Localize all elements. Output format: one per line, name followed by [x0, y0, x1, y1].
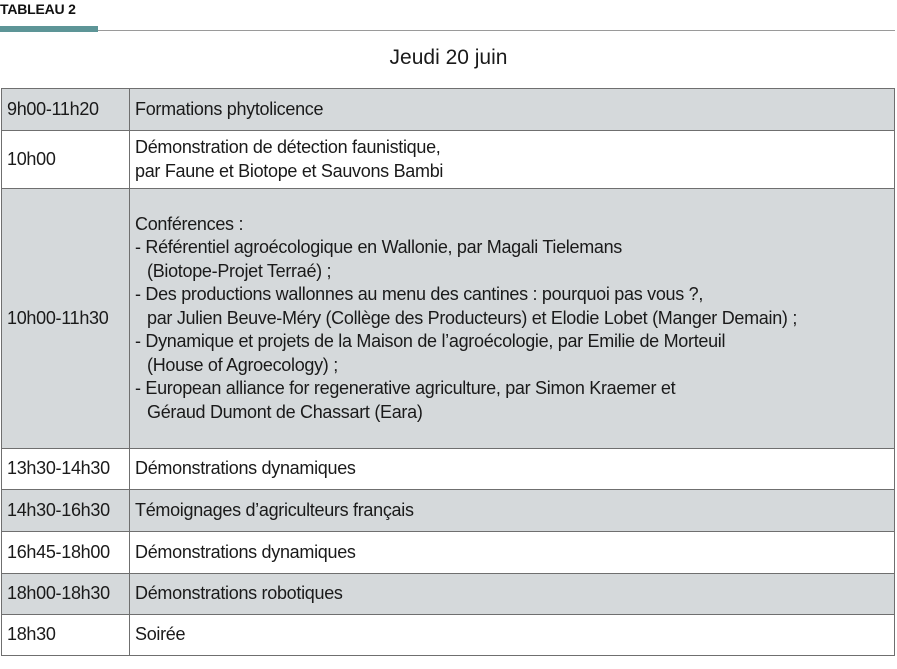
table-row	[2, 615, 895, 656]
description-line: Soirée	[135, 624, 186, 645]
table-row	[2, 490, 895, 532]
time-cell: 9h00-11h20	[2, 89, 130, 131]
header-rule	[0, 30, 895, 31]
description-line: Démonstrations dynamiques	[135, 541, 356, 562]
description-line: par Julien Beuve-Méry (Collège des Producteurs) et Elodie Lobet (Manger Demain) ;	[147, 307, 798, 328]
table-row	[2, 574, 895, 615]
time-cell: 16h45-18h00	[2, 532, 130, 574]
time-cell: 18h30	[2, 615, 130, 656]
description-line: - Dynamique et projets de la Maison de l’agroécologie, par Emilie de Morteuil	[135, 331, 726, 352]
description-line: Conférences :	[135, 213, 244, 234]
description-line: - European alliance for regenerative agriculture, par Simon Kraemer et	[135, 378, 676, 399]
description-line: Démonstration de détection faunistique,	[135, 137, 441, 157]
table-row	[2, 189, 895, 449]
table-row	[2, 131, 895, 189]
table-row	[2, 532, 895, 574]
schedule-table	[1, 88, 895, 656]
description-cell	[130, 490, 895, 532]
description-line: Démonstrations dynamiques	[135, 458, 356, 479]
description-line: - Référentiel agroécologique en Wallonie, par Magali Tielemans	[135, 237, 623, 258]
description-line: (House of Agroecology) ;	[147, 354, 338, 375]
description-cell	[130, 131, 895, 189]
day-title: Jeudi 20 juin	[389, 46, 508, 69]
description-cell	[130, 189, 895, 449]
table-row	[2, 89, 895, 131]
description-cell	[130, 615, 895, 656]
description-line: Géraud Dumont de Chassart (Eara)	[147, 401, 423, 422]
time-cell: 10h00-11h30	[2, 189, 130, 449]
description-line: - Des productions wallonnes au menu des cantines : pourquoi pas vous ?,	[135, 284, 704, 305]
time-cell: 13h30-14h30	[2, 449, 130, 490]
description-cell	[130, 89, 895, 131]
header-accent-bar	[0, 26, 98, 32]
description-line: Formations phytolicence	[135, 98, 324, 119]
time-cell: 14h30-16h30	[2, 490, 130, 532]
description-cell	[130, 574, 895, 615]
description-line: Témoignages d’agriculteurs français	[135, 499, 414, 520]
description-line: par Faune et Biotope et Sauvons Bambi	[135, 160, 444, 181]
table-row	[2, 449, 895, 490]
description-cell	[130, 532, 895, 574]
time-cell: 10h00	[2, 131, 130, 189]
description-line: Démonstrations robotiques	[135, 583, 343, 604]
time-cell: 18h00-18h30	[2, 574, 130, 615]
description-cell	[130, 449, 895, 490]
description-line: (Biotope-Projet Terraé) ;	[147, 260, 332, 281]
table-label: TABLEAU 2	[0, 1, 76, 17]
